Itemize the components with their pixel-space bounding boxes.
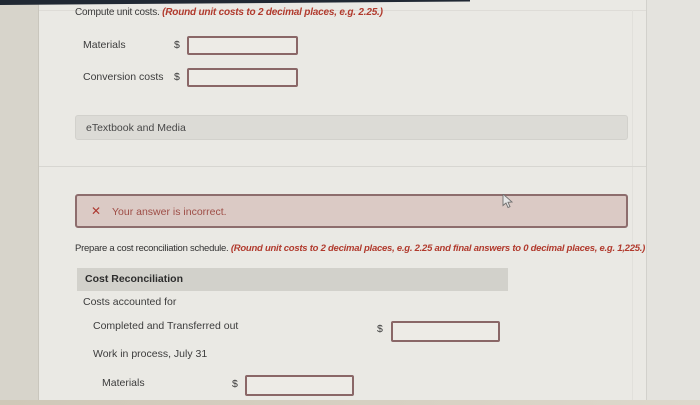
reconciliation-instruction	[75, 243, 645, 254]
section-divider	[39, 166, 646, 167]
costs-accounted-for-label: Costs accounted for	[83, 296, 177, 308]
right-gutter	[646, 0, 700, 405]
completed-transferred-label: Completed and Transferred out	[93, 320, 239, 332]
error-message: Your answer is incorrect.	[112, 206, 227, 218]
cost-reconciliation-header: Cost Reconciliation	[77, 268, 508, 291]
instruction-rounding-note: (Round unit costs to 2 decimal places, e.g. 2.25 and final answers to 0 decimal places, e.g. 1,225.)	[230, 243, 646, 254]
wip-july-31-label: Work in process, July 31	[93, 348, 208, 360]
mouse-cursor-icon	[502, 194, 514, 210]
screen-bezel-bottom	[0, 400, 700, 405]
instruction-text: Prepare a cost reconciliation schedule.	[75, 243, 231, 254]
conversion-costs-label: Conversion costs	[83, 71, 164, 83]
wip-materials-currency: $	[232, 378, 238, 390]
etextbook-and-media-button[interactable]: eTextbook and Media	[75, 115, 628, 140]
conversion-costs-currency: $	[174, 71, 180, 83]
completed-transferred-currency: $	[377, 323, 383, 335]
error-x-icon: ✕	[91, 204, 102, 218]
completed-transferred-input[interactable]	[391, 321, 500, 342]
materials-label: Materials	[83, 39, 126, 51]
instruction-rounding-note: (Round unit costs to 2 decimal places, e.g. 2.25.)	[162, 7, 383, 18]
wip-materials-input[interactable]	[245, 375, 354, 396]
left-gutter	[0, 0, 39, 405]
error-banner	[75, 194, 628, 228]
wip-materials-label: Materials	[102, 377, 145, 389]
materials-input[interactable]	[187, 36, 298, 55]
instruction-text: Compute unit costs.	[75, 7, 163, 18]
screen-bezel-top	[0, 0, 470, 5]
card-right-border	[632, 10, 633, 400]
unit-costs-instruction	[75, 7, 383, 18]
conversion-costs-input[interactable]	[187, 68, 298, 87]
materials-currency: $	[174, 39, 180, 51]
